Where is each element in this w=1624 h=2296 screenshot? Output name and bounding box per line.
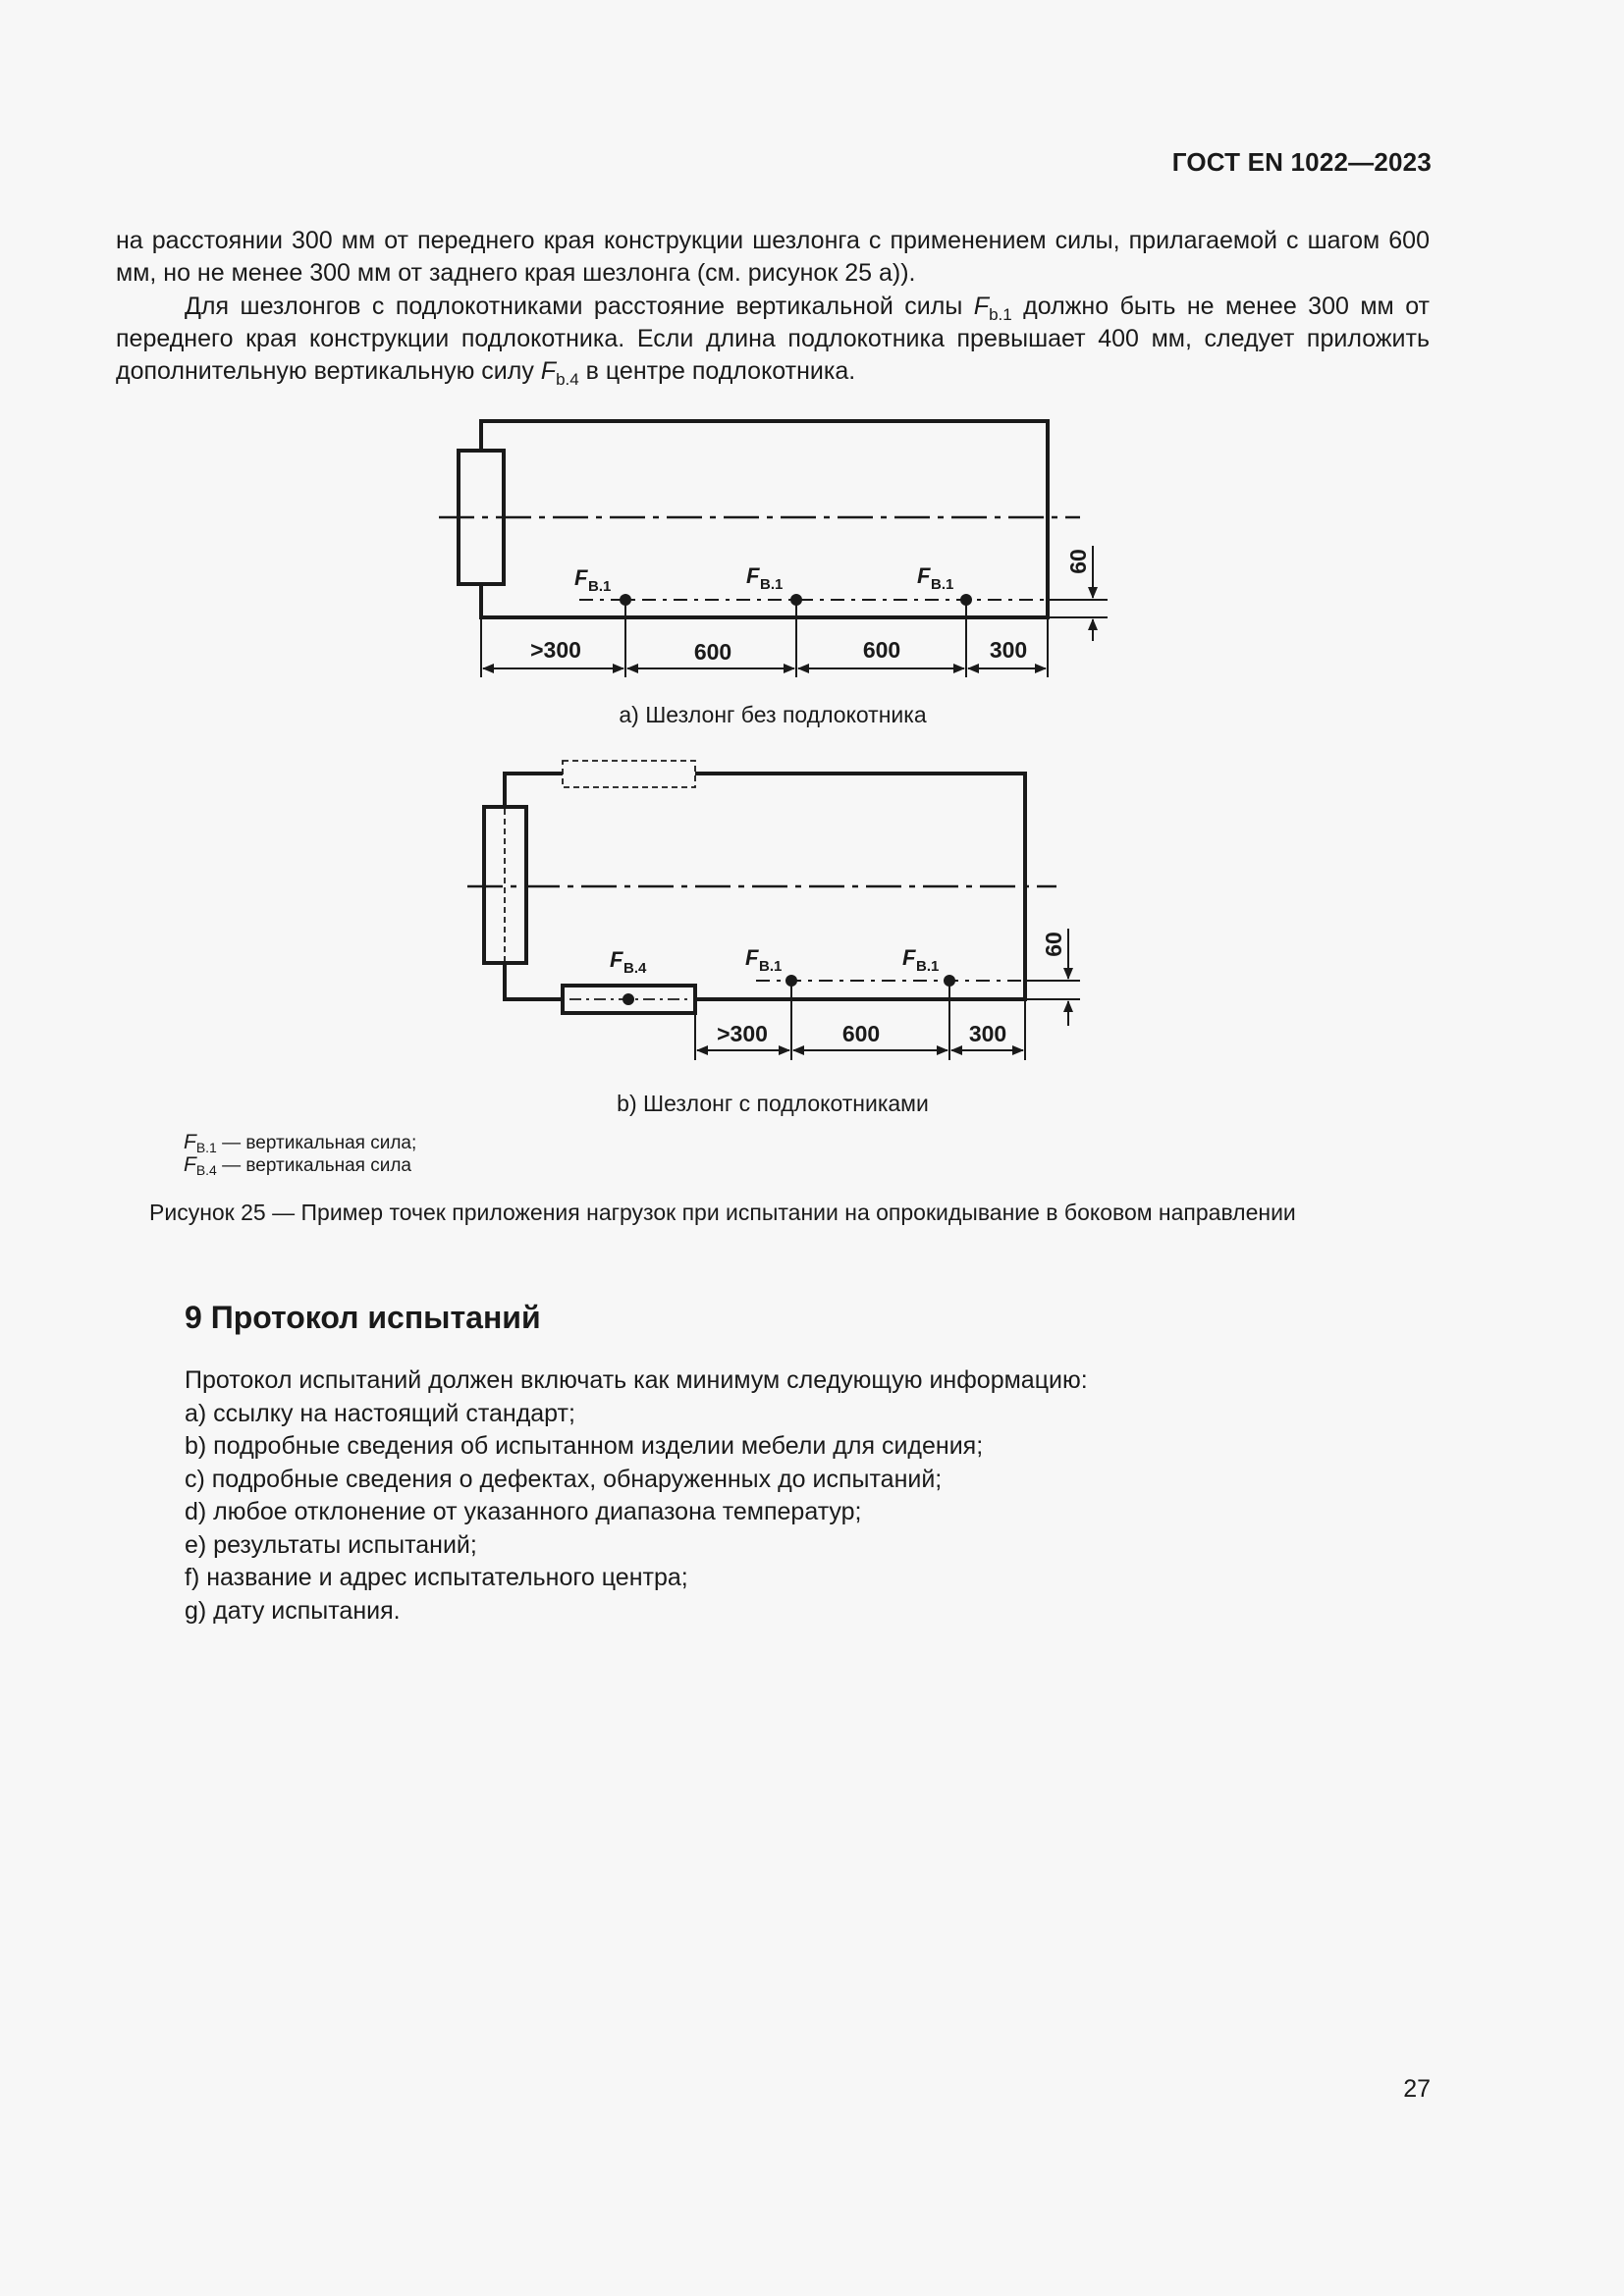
force-label: F bbox=[574, 565, 588, 590]
section-heading: 9 Протокол испытаний bbox=[185, 1300, 541, 1335]
force-symbol: F bbox=[973, 293, 990, 320]
force-label-sub: B.4 bbox=[623, 960, 647, 977]
force-symbol: F bbox=[540, 357, 557, 385]
dim-label: >300 bbox=[717, 1021, 768, 1046]
dim-label: 300 bbox=[968, 1021, 1007, 1046]
side-dim-label: 60 bbox=[1041, 932, 1066, 957]
dim-label: 600 bbox=[693, 639, 732, 665]
legend-item: $F_{B.4}$ — вертикальная сила bbox=[184, 1153, 411, 1178]
figure-legend bbox=[184, 1132, 416, 1177]
force-label: F bbox=[610, 947, 623, 972]
list-item: e) результаты испытаний; bbox=[185, 1530, 477, 1559]
caption-diagram-a: a) Шезлонг без подлокотника bbox=[619, 702, 927, 727]
para2-text-b: должно быть не менее 300 мм от переднего края конструкции подлокотника. Если длина подлокотника превышает 400 мм, следует приложить дополнительную вертикальную силу bbox=[116, 293, 1431, 385]
dim-label: 300 bbox=[989, 637, 1028, 663]
diagram-a-labels bbox=[530, 549, 1091, 665]
caption-diagram-b: b) Шезлонг с подлокотниками bbox=[617, 1091, 929, 1116]
force-subscript: b.1 bbox=[989, 305, 1012, 324]
dim-label: 600 bbox=[841, 1021, 881, 1046]
force-label-sub: B.1 bbox=[931, 576, 954, 593]
force-label-sub: B.1 bbox=[759, 958, 783, 975]
test-report-list bbox=[185, 1364, 1088, 1628]
page-number: 27 bbox=[1403, 2075, 1431, 2103]
force-label: F bbox=[746, 563, 760, 588]
side-dim-label: 60 bbox=[1065, 549, 1091, 574]
force-point bbox=[623, 993, 634, 1005]
force-label: F bbox=[745, 945, 759, 970]
document-code: ГОСТ EN 1022—2023 bbox=[1171, 147, 1432, 177]
list-intro: Протокол испытаний должен включать как минимум следующую информацию: bbox=[185, 1366, 1088, 1394]
dim-label: 600 bbox=[862, 637, 901, 663]
diagram-b-chaise-with-armrests bbox=[467, 761, 1080, 1060]
list-item: c) подробные сведения о дефектах, обнаруженных до испытаний; bbox=[185, 1465, 943, 1493]
legend-item: $F_{B.1}$ — вертикальная сила; bbox=[184, 1131, 417, 1155]
paragraph-continuation: на расстоянии 300 мм от переднего края конструкции шезлонга с применением силы, прилагаемой с шагом 600 мм, но не менее 300 мм от заднего края шезлонга (см. рисунок 25 а)). bbox=[116, 227, 1430, 287]
list-item: a) ссылку на настоящий стандарт; bbox=[185, 1399, 575, 1427]
force-label-sub: B.1 bbox=[916, 958, 940, 975]
figure-title: Рисунок 25 — Пример точек приложения нагрузок при испытании на опрокидывание в боковом направлении bbox=[149, 1200, 1296, 1225]
para2-text-a: Для шезлонгов с подлокотниками расстояние вертикальной силы bbox=[185, 293, 974, 320]
list-item: g) дату испытания. bbox=[185, 1596, 401, 1625]
force-label: F bbox=[917, 563, 931, 588]
force-label-sub: B.1 bbox=[760, 576, 784, 593]
list-item: f) название и адрес испытательного центра; bbox=[185, 1564, 688, 1591]
para2-text-c: в центре подлокотника. bbox=[578, 357, 856, 385]
force-label: F bbox=[902, 945, 916, 970]
armrest-far bbox=[563, 761, 695, 787]
force-subscript: b.4 bbox=[556, 370, 579, 389]
list-item: d) любое отклонение от указанного диапазона температур; bbox=[185, 1498, 862, 1525]
list-item: b) подробные сведения об испытанном изделии мебели для сидения; bbox=[185, 1432, 984, 1460]
force-label-sub: B.1 bbox=[588, 578, 612, 595]
dim-label: >300 bbox=[530, 637, 581, 663]
